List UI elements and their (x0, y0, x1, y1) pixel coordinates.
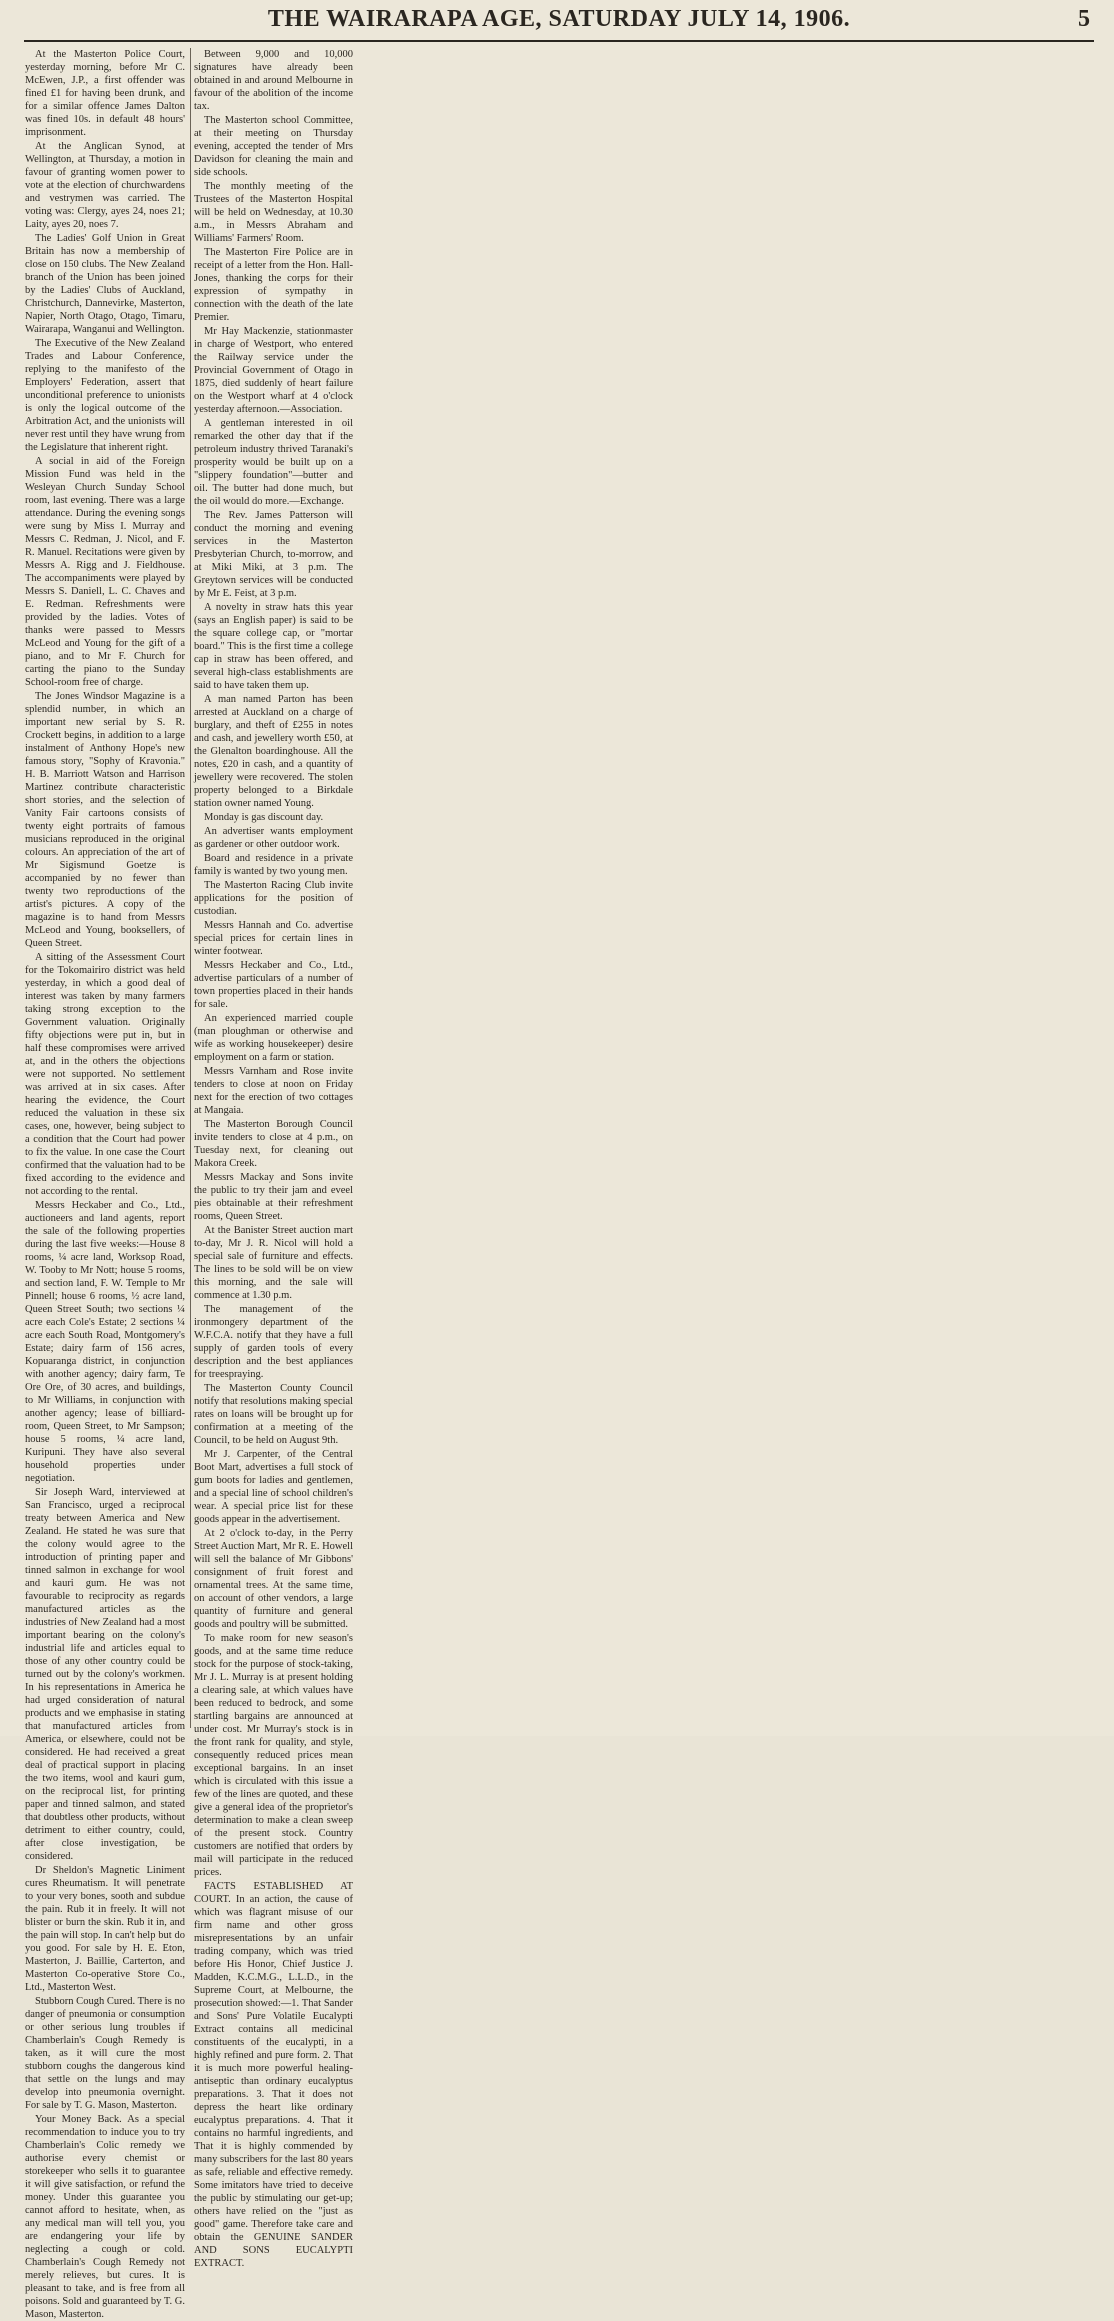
news-paragraph: The Masterton County Council notify that resolutions making special rates on loans will be brought up for confirmation at a meeting of the Council, to be held on August 9th. (194, 1383, 353, 1446)
news-paragraph: Monday is gas discount day. (204, 812, 324, 823)
news-paragraph: A social in aid of the Foreign Mission Fund was held in the Wesleyan Church Sunday School room, last evening. There was a large attendance. During the evening songs were sung by Miss I. Murray and Messrs C. Redman, J. Nicol, and F. R. Manuel. Recitations were given by Messrs A. Rigg and J. Fieldhouse. The accompaniments were played by Messrs S. Daniell, L. C. Chaves and E. Redman. Refreshments were provided by the ladies. Votes of thanks were passed to Messrs McLeod and Young for the gift of a piano, and to Mr F. Church for carting the piano to the Sunday School-room free of charge. (25, 456, 185, 688)
news-paragraph: At the Anglican Synod, at Wellington, at Thursday, a motion in favour of granting women power to vote at the election of churchwardens and vestrymen was carried. The voting was: Clergy, ayes 24, noes 21; Laity, ayes 20, noes 7. (25, 141, 185, 230)
news-paragraph: Dr Sheldon's Magnetic Liniment cures Rheumatism. It will penetrate to your very bones, sooth and subdue the pain. Rub it in freely. It will not blister or burn the skin. Rub it in, and the pain will stop. In can't help but do you good. For sale by H. E. Eton, Masterton, J. Baillie, Carterton, and Masterton Co-operative Store Co., Ltd., Masterton West. (25, 1865, 185, 1993)
column-local-news-2 (190, 48, 356, 2269)
news-paragraph: Your Money Back. As a special recommendation to induce you to try Chamberlain's Colic remedy we authorise every chemist or storekeeper who sells it to guarantee it will give satisfaction, or refund the money. Under this guarantee you cannot afford to hesitate, when, as any medical man will tell you, you are endangering your life by neglecting a cough or cold. Chamberlain's Cough Remedy not merely relieves, but cures. It is pleasant to take, and is free from all poisons. Sold and guaranteed by T. G. Mason, Masterton. (25, 2114, 185, 2320)
news-paragraph: At 2 o'clock to-day, in the Perry Street Auction Mart, Mr R. E. Howell will sell the balance of Mr Gibbons' consignment of fruit forest and ornamental trees. At the same time, on account of other vendors, a large quantity of furniture and general goods and poultry will be submitted. (194, 1528, 353, 1630)
masthead-title: THE WAIRARAPA AGE, SATURDAY JULY 14, 1906. (267, 6, 851, 32)
news-paragraph: Messrs Hannah and Co. advertise special prices for certain lines in winter footwear. (194, 920, 353, 957)
news-paragraph: The Ladies' Golf Union in Great Britain has now a membership of close on 150 clubs. The New Zealand branch of the Union has been joined by the Ladies' Clubs of Auckland, Christchurch, Dannevirke, Masterton, Napier, North Otago, Otago, Timaru, Wairarapa, Wanganui and Wellington. (25, 233, 185, 335)
news-paragraph: The monthly meeting of the Trustees of the Masterton Hospital will be held on Wednesday, at 10.30 a.m., in Messrs Abraham and Williams' Farmers' Room. (194, 181, 353, 244)
news-paragraph: The Rev. James Patterson will conduct the morning and evening services in the Masterton Presbyterian Church, to-morrow, and at Miki Miki, at 3 p.m. The Greytown services will be conducted by Mr E. Feist, at 3 p.m. (194, 510, 353, 599)
news-paragraph: Messrs Heckaber and Co., Ltd., advertise particulars of a number of town properties placed in their hands for sale. (194, 960, 353, 1010)
news-paragraph: To make room for new season's goods, and at the same time reduce stock for the purpose of stock-taking, Mr J. L. Murray is at present holding a clearing sale, at which values have been reduced to bedrock, and some startling bargains are announced at under cost. Mr Murray's stock is in the front rank for quality, and style, consequently reduced prices mean exceptional bargains. In an inset which is circulated with this issue a few of the lines are quoted, and these give a general idea of the proprietor's determination to make a clean sweep of the present stock. Country customers are notified that orders by mail will participate in the reduced prices. (194, 1633, 353, 1878)
news-paragraph: The Jones Windsor Magazine is a splendid number, in which an important new serial by S. R. Crockett begins, in addition to a large instalment of Anthony Hope's new famous story, "Sophy of Kravonia." H. B. Marriott Watson and Harrison Martinez contribute characteristic short stories, and the selection of Vanity Fair cartoons consists of twenty eight portraits of famous musicians reproduced in the original colours. An appreciation of the art of Mr Sigismund Goetze is accompanied by no fewer than twenty two reproductions of the artist's pictures. A copy of the magazine is to hand from Messrs McLeod and Young, booksellers, of Queen Street. (25, 691, 185, 949)
news-paragraph: Board and residence in a private family is wanted by two young men. (194, 853, 353, 877)
news-paragraph: The management of the ironmongery department of the W.F.C.A. notify that they have a full supply of garden tools of every description and the best appliances for treespraying. (194, 1304, 353, 1380)
news-paragraph: The Masterton Racing Club invite applications for the position of custodian. (194, 880, 353, 917)
news-paragraph: FACTS ESTABLISHED AT COURT. In an action, the cause of which was flagrant misuse of our firm name and other gross misrepresentations by an unfair trading company, which was tried before His Honor, Chief Justice J. Madden, K.C.M.G., L.L.D., in the Supreme Court, at Melbourne, the prosecution showed:—1. That Sander and Sons' Pure Volatile Eucalypti Extract contains all medicinal constituents of the eucalypti, in a highly refined and pure form. 2. That it is much more powerful healing-antiseptic than ordinary eucalyptus preparations. 3. That it does not depress the heart like ordinary eucalyptus preparations. 4. That it contains no harmful ingredients, and That it is highly commended by many subscribers for the last 80 years as safe, reliable and effective remedy. Some imitators have tried to deceive the public by stimulating our get-up; others have relied on the "just as good" game. Therefore take care and obtain the GENUINE SANDER AND SONS EUCALYPTI EXTRACT. (194, 1881, 353, 2269)
news-paragraph: Between 9,000 and 10,000 signatures have already been obtained in and around Melbourne in favour of the abolition of the income tax. (194, 49, 353, 112)
news-paragraph: At the Masterton Police Court, yesterday morning, before Mr C. McEwen, J.P., a first offender was fined £1 for having been drunk, and for a similar offence James Dalton was fined 10s. in default 48 hours' imprisonment. (25, 49, 185, 138)
news-paragraph: Mr J. Carpenter, of the Central Boot Mart, advertises a full stock of gum boots for ladies and gentlemen, and a special line of school children's wear. A special price list for these goods appear in the advertisement. (194, 1449, 353, 1525)
news-paragraph: The Masterton school Committee, at their meeting on Thursday evening, accepted the tender of Mrs Davidson for cleaning the main and side schools. (194, 115, 353, 178)
news-paragraph: An experienced married couple (man ploughman or otherwise and wife as working housekeeper) desire employment on a farm or station. (194, 1013, 353, 1063)
news-paragraph: Messrs Mackay and Sons invite the public to try their jam and eveel pies obtainable at their refreshment rooms, Queen Street. (194, 1172, 353, 1222)
news-paragraph: Mr Hay Mackenzie, stationmaster in charge of Westport, who entered the Railway service under the Provincial Government of Otago in 1875, died suddenly of heart failure on the Westport wharf at 4 o'clock yesterday afternoon.—Association. (194, 326, 353, 415)
masthead (24, 6, 1094, 42)
column-local-news-1 (22, 48, 188, 2320)
news-paragraph: Sir Joseph Ward, interviewed at San Francisco, urged a reciprocal treaty between America and New Zealand. He stated he was sure that the colony would agree to the introduction of printing paper and tinned salmon in exchange for wool and kauri gum. He was not favourable to reciprocity as regards manufactured articles as the industries of New Zealand had a most important bearing on the colony's industrial life and articles equal to those of any other country could be turned out by the colony's workmen. In his representations in America he had urged consideration of natural products and we emphasise in stating that manufactured articles from America, or elsewhere, could not be considered. He had received a great deal of practical support in placing the two items, wool and kauri gum, on the reciprocal list, for printing paper and tinned salmon, and stated that doubtless other products, without detriment to either country, could, after close investigation, be considered. (25, 1487, 185, 1862)
news-paragraph: Messrs Varnham and Rose invite tenders to close at noon on Friday next for the erection of two cottages at Mangaia. (194, 1066, 353, 1116)
news-paragraph: Messrs Heckaber and Co., Ltd., auctioneers and land agents, report the sale of the following properties during the last five weeks:—House 8 rooms, ¼ acre land, Worksop Road, W. Tooby to Mr Nott; house 5 rooms, and section land, F. W. Temple to Mr Pinnell; house 6 rooms, ½ acre land, Queen Street South; two sections ¼ acre each Cole's Estate; 2 sections ¼ acre each South Road, Montgomery's Estate; dairy farm of 156 acres, Kopuaranga district, in conjunction with another agency; dairy farm, Te Ore Ore, of 30 acres, and buildings, to Mr Williams, in conjunction with another agency; lease of billiard-room, Queen Street, to Mr Sampson; house 5 rooms, ¼ acre land, Kuripuni. They have also several household properties under negotiation. (25, 1200, 185, 1484)
news-paragraph: A gentleman interested in oil remarked the other day that if the petroleum industry thrived Taranaki's prosperity would be built up on a "slippery foundation"—butter and oil. The butter had done much, but the oil would do more.—Exchange. (194, 418, 353, 507)
news-paragraph: A novelty in straw hats this year (says an English paper) is said to be the square college cap, or "mortar board." This is the first time a college cap in straw has been offered, and several high-class establishments are said to have taken them up. (194, 602, 353, 691)
news-paragraph: Stubborn Cough Cured. There is no danger of pneumonia or consumption or other serious lung troubles if Chamberlain's Cough Remedy is taken, as it will cure the most stubborn coughs the dangerous kind that settle on the lungs and may develop into pneumonia overnight. For sale by T. G. Mason, Masterton. (25, 1996, 185, 2111)
news-paragraph: The Executive of the New Zealand Trades and Labour Conference, replying to the manifesto of the Employers' Federation, assert that unconditional preference to unionists is only the logical outcome of the Arbitration Act, and the unionists will never rest until they have wrung from the Legislature that inherent right. (25, 338, 185, 453)
news-paragraph: A sitting of the Assessment Court for the Tokomairiro district was held yesterday, in which a good deal of interest was taken by many farmers taking strong exception to the Government valuation. Originally fifty objections were put in, but in half these compromises were arrived at, and in the others the objections were not supported. No settlement was arrived at in six cases. After hearing the evidence, the Court reduced the valuation in these six cases, one, however, being subject to a condition that the Court had power to fix the value. In one case the Court confirmed that the valuation had to be fixed according to the evidence and not according to the rental. (25, 952, 185, 1197)
news-paragraph: A man named Parton has been arrested at Auckland on a charge of burglary, and theft of £255 in notes and cash, and jewellery worth £50, at the Glenalton boardinghouse. All the notes, £20 in cash, and a quantity of jewellery were recovered. The stolen property belonged to a Birkdale station owner named Young. (194, 694, 353, 809)
news-paragraph: The Masterton Fire Police are in receipt of a letter from the Hon. Hall-Jones, thanking the corps for their expression of sympathy in connection with the death of the late Premier. (194, 247, 353, 323)
news-paragraph: The Masterton Borough Council invite tenders to close at 4 p.m., on Tuesday next, for cleaning out Makora Creek. (194, 1119, 353, 1169)
news-paragraph: At the Banister Street auction mart to-day, Mr J. R. Nicol will hold a special sale of furniture and effects. The lines to be sold will be on view this morning, and the sale will commence at 1.30 p.m. (194, 1225, 353, 1301)
news-paragraph: An advertiser wants employment as gardener or other outdoor work. (194, 826, 353, 850)
page-number: 5 (1078, 6, 1090, 32)
